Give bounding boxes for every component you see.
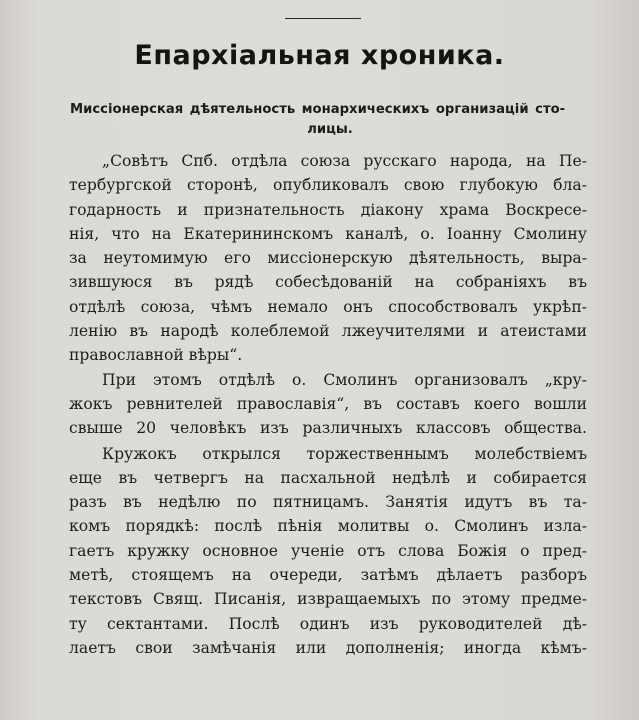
body-line: комъ порядкѣ: послѣ пѣнія молитвы о. Смолинъ изла- (69, 517, 587, 536)
section-title: Епархіальная хроника. (134, 40, 505, 71)
body-line: годарность и признательность діакону храма Воскресе- (69, 200, 587, 219)
body-line: жокъ ревнителей православія“, въ составъ коего вошли (69, 394, 587, 413)
header-divider (285, 18, 361, 19)
article-heading (70, 100, 590, 140)
body-line: „Совѣтъ Спб. отдѣла союза русскаго народа, на Пе- (102, 152, 587, 170)
article-heading-line-1: Миссіонерская дѣятельность монархическихъ организацій сто- (70, 102, 566, 117)
body-line: ту сектантами. Послѣ одинъ изъ руководителей дѣ- (69, 614, 587, 633)
body-line: Кружокъ открылся торжественнымъ молебствіемъ (102, 444, 587, 463)
body-line: ленію въ народѣ колеблемой лжеучителями и атеистами (69, 322, 587, 341)
body-line: за неутомимую его миссіонерскую дѣятельность, выра- (69, 249, 587, 268)
article-heading-line-2: лицы. (307, 122, 353, 137)
body-line: православной вѣры“. (69, 346, 243, 365)
body-line: При этомъ отдѣлѣ о. Смолинъ организовалъ „кру- (102, 370, 587, 389)
body-line: гаетъ кружку основное ученіе отъ слова Божія о пред- (69, 541, 587, 560)
body-line: текстовъ Свящ. Писанія, извращаемыхъ по этому предме- (69, 590, 587, 609)
body-line: лаетъ свои замѣчанія или дополненія; иногда кѣмъ- (69, 638, 587, 657)
body-line: отдѣлѣ союза, чѣмъ немало онъ способствовалъ укрѣп- (69, 297, 587, 316)
body-line: зившуюся въ рядѣ собесѣдованій на собраніяхъ въ (69, 273, 587, 292)
body-line: метѣ, стоящемъ на очереди, затѣмъ дѣлаетъ разборъ (69, 566, 587, 585)
body-line: разъ въ недѣлю по пятницамъ. Занятія идутъ въ та- (69, 493, 587, 512)
body-line: нія, что на Екатерининскомъ каналѣ, о. Іоанну Смолину (69, 224, 587, 243)
body-line: тербургской сторонѣ, опубликовалъ свою глубокую бла- (69, 176, 587, 195)
body-line: еще въ четвергъ на пасхальной недѣлѣ и собирается (69, 468, 587, 487)
article-body (69, 149, 587, 660)
body-line: свыше 20 человѣкъ изъ различныхъ классовъ общества. (69, 419, 587, 438)
